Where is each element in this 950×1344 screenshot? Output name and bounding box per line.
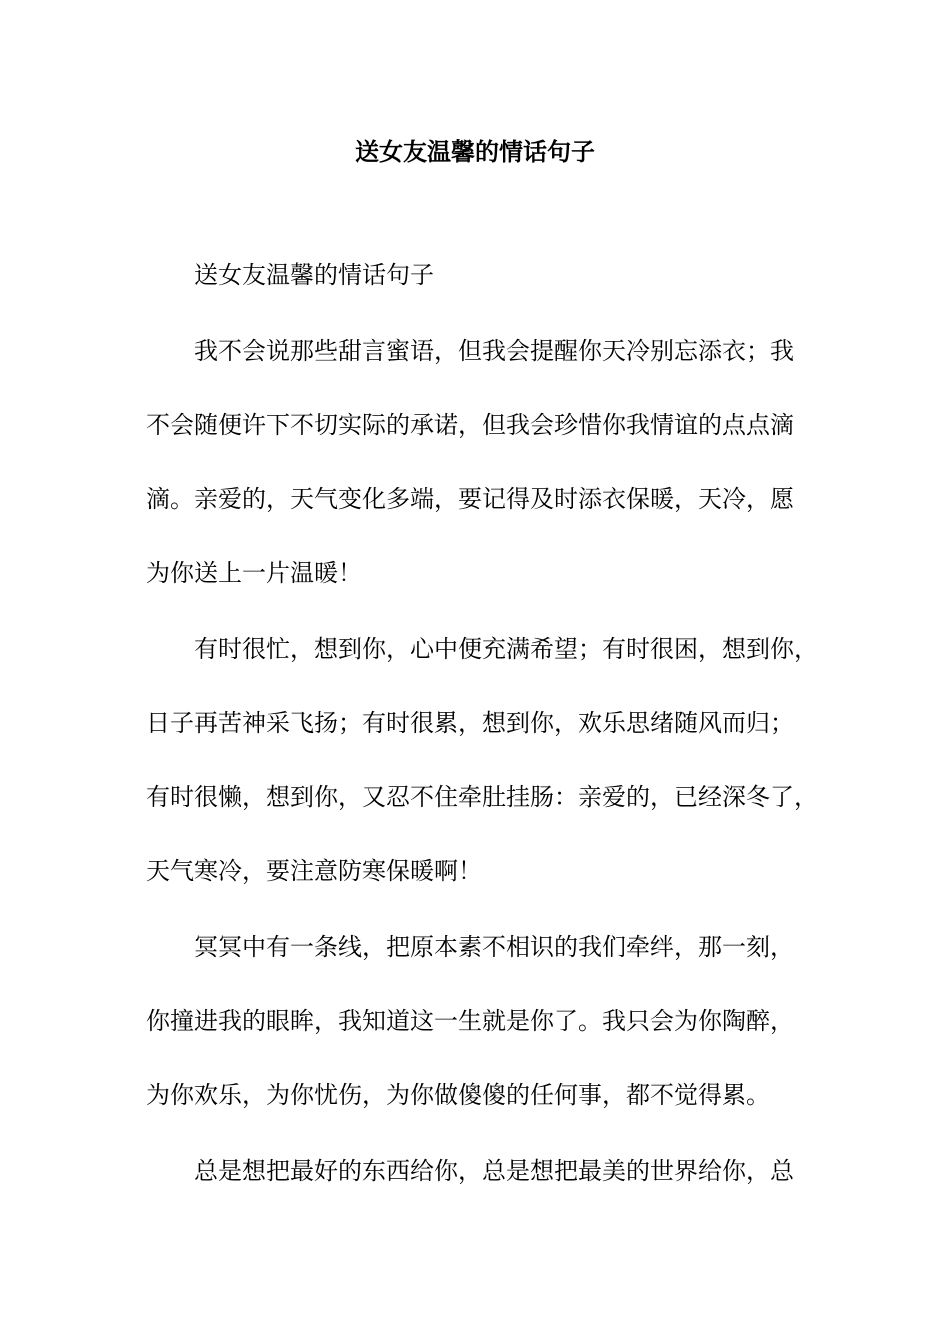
paragraph-3-line-2: 你撞进我的眼眸，我知道这一生就是你了。我只会为你陶醉， (146, 1007, 794, 1035)
subtitle-line: 送女友温馨的情话句子 (194, 261, 434, 289)
paragraph-2-line-1: 有时很忙，想到你，心中便充满希望；有时很困，想到你， (194, 635, 818, 663)
paragraph-1-line-4: 为你送上一片温暖！ (146, 559, 362, 587)
paragraph-4-line-1: 总是想把最好的东西给你，总是想把最美的世界给你，总 (194, 1157, 794, 1185)
paragraph-2-line-4: 天气寒冷，要注意防寒保暖啊！ (146, 857, 482, 885)
paragraph-2-line-2: 日子再苦神采飞扬；有时很累，想到你，欢乐思绪随风而归； (146, 709, 794, 737)
paragraph-3-line-1: 冥冥中有一条线，把原本素不相识的我们牵绊，那一刻， (194, 933, 794, 961)
paragraph-2-line-3: 有时很懒，想到你，又忍不住牵肚挂肠：亲爱的，已经深冬了， (146, 783, 818, 811)
document-title: 送女友温馨的情话句子 (355, 137, 595, 166)
paragraph-1-line-3: 滴。亲爱的，天气变化多端，要记得及时添衣保暖，天冷，愿 (146, 485, 794, 513)
paragraph-1-line-2: 不会随便许下不切实际的承诺，但我会珍惜你我情谊的点点滴 (146, 411, 794, 439)
paragraph-1-line-1: 我不会说那些甜言蜜语，但我会提醒你天冷别忘添衣；我 (194, 337, 794, 365)
paragraph-3-line-3: 为你欢乐，为你忧伤，为你做傻傻的任何事，都不觉得累。 (146, 1081, 770, 1109)
